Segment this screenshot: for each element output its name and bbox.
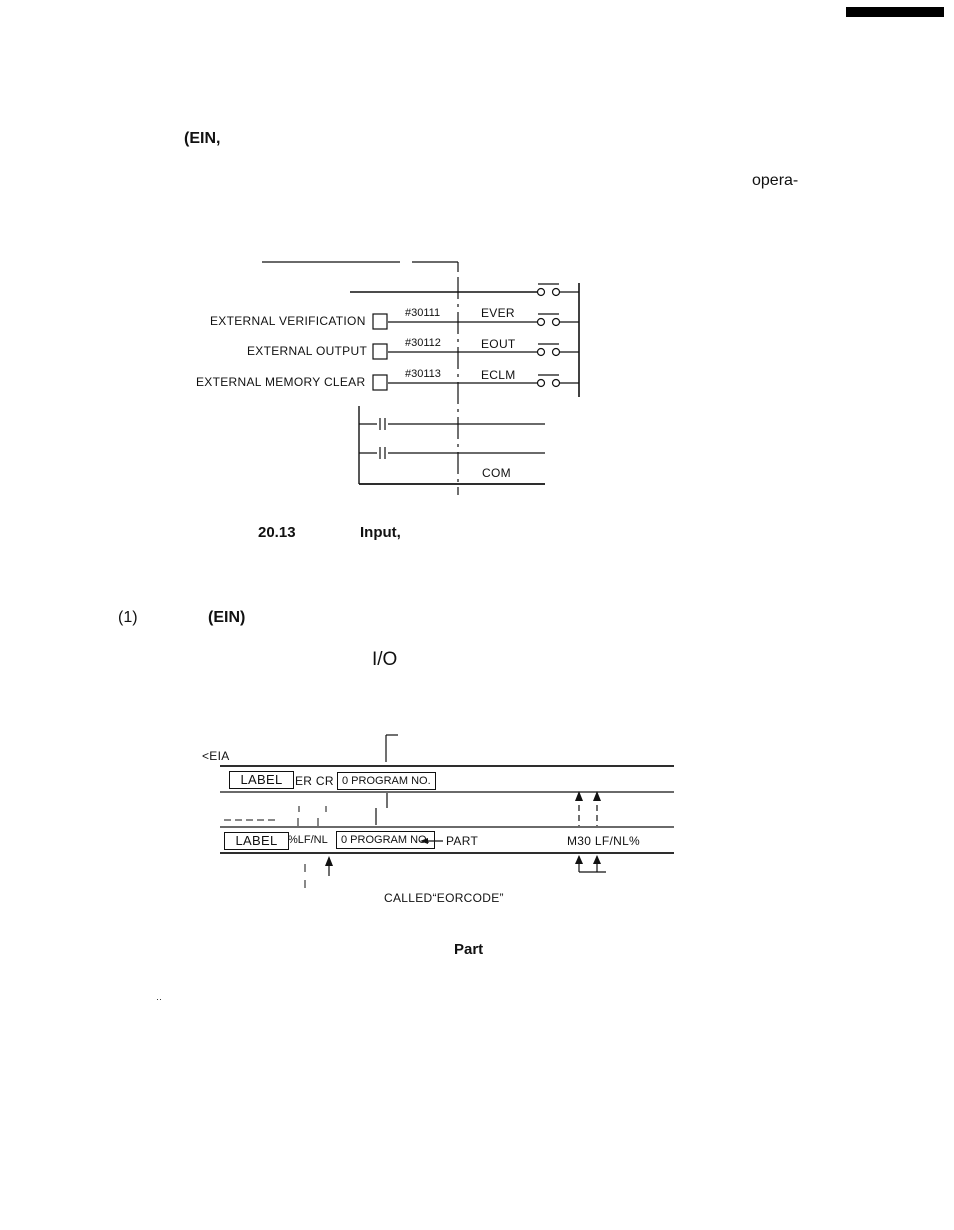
row2-label-box: LABEL <box>224 832 289 850</box>
row2-end-codes: M30 LF/NL% <box>567 834 641 848</box>
called-eorcode-note: CALLED“EORCODE” <box>384 891 504 905</box>
eia-label: <EIA <box>202 749 230 763</box>
row2-codes: %LF/NL <box>288 834 328 846</box>
row1-program-box: 0 PROGRAM NO. <box>337 772 436 790</box>
ein-heading: (EIN, <box>184 130 221 147</box>
code-eout: EOUT <box>481 337 516 351</box>
row2-program-box: 0 PROGRAM NO. <box>336 831 435 849</box>
signal-label-memory-clear: EXTERNAL MEMORY CLEAR <box>196 375 366 389</box>
figure-caption-word: Input, <box>360 524 401 541</box>
part-word: Part <box>454 941 484 958</box>
part-label: PART <box>446 834 479 848</box>
io-text: I/O <box>372 649 398 670</box>
signal-label-verification: EXTERNAL VERIFICATION <box>210 314 366 328</box>
code-eclm: ECLM <box>481 368 516 382</box>
address-30112: #30112 <box>405 337 441 349</box>
row1-label-box: LABEL <box>229 771 294 789</box>
com-label: COM <box>482 466 511 480</box>
figure-caption-number: 20.13 <box>258 524 296 541</box>
row1-codes: ER CR <box>295 774 334 788</box>
item-code: (EIN) <box>208 609 246 626</box>
code-ever: EVER <box>481 306 515 320</box>
opera-word: opera- <box>752 172 799 189</box>
item-number: (1) <box>118 609 138 626</box>
signal-label-output: EXTERNAL OUTPUT <box>247 344 368 358</box>
stray-mark: ·· <box>156 994 162 1004</box>
address-30113: #30113 <box>405 368 441 380</box>
address-30111: #30111 <box>405 307 441 319</box>
